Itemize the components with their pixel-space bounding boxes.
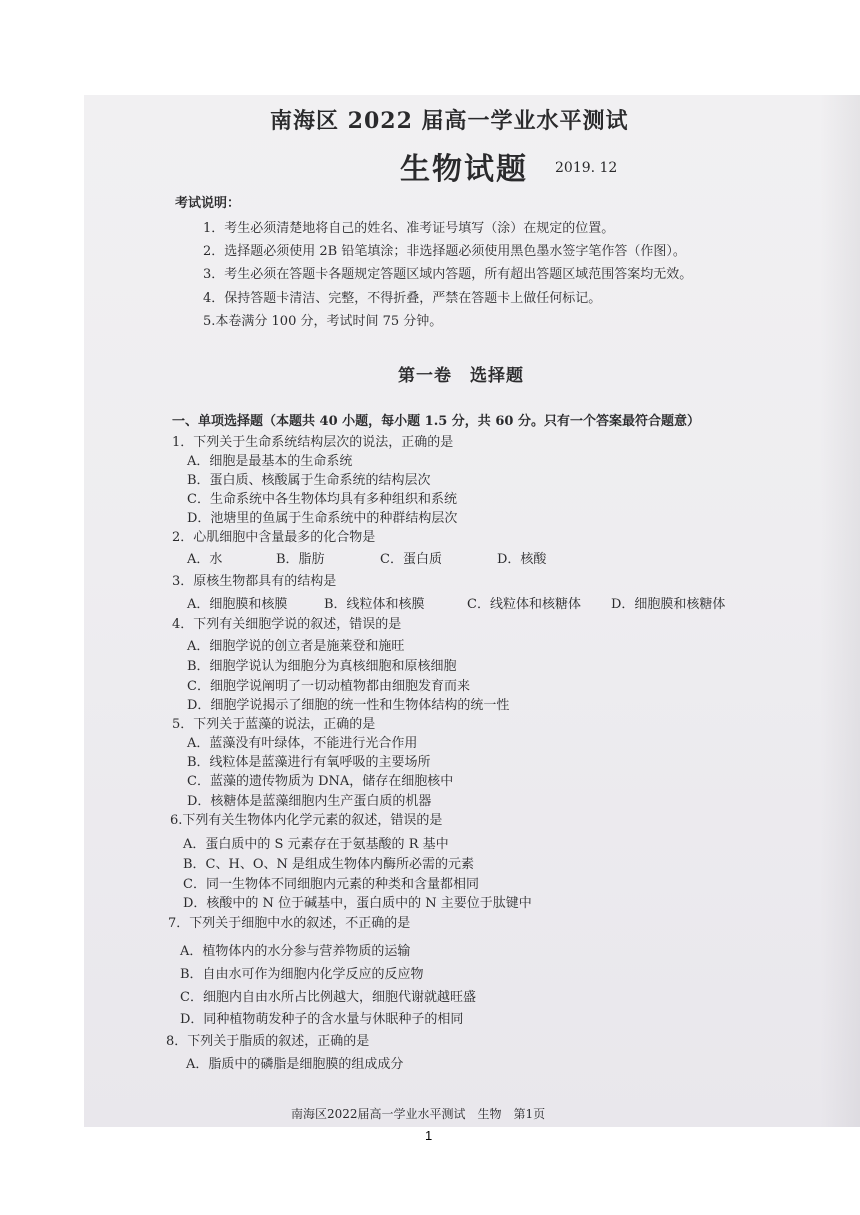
question-stem: 7．下列关于细胞中水的叙述，不正确的是 xyxy=(168,916,411,931)
option: A．细胞学说的创立者是施莱登和施旺 xyxy=(187,639,405,654)
instruction-item: 4．保持答题卡清洁、完整，不得折叠，严禁在答题卡上做任何标记。 xyxy=(203,291,602,306)
instruction-item: 5.本卷满分 100 分，考试时间 75 分钟。 xyxy=(203,314,443,329)
option: A．蛋白质中的 S 元素存在于氨基酸的 R 基中 xyxy=(183,837,449,852)
option: D．核糖体是蓝藻细胞内生产蛋白质的机器 xyxy=(187,794,432,809)
option: A．植物体内的水分参与营养物质的运输 xyxy=(180,944,411,959)
option: B．C、H、O、N 是组成生物体内酶所必需的元素 xyxy=(183,857,475,872)
instructions-heading: 考试说明： xyxy=(175,196,241,211)
page-footer: 南海区2022届高一学业水平测试 生物 第1页 xyxy=(291,1107,546,1121)
section-title: 第一卷 选择题 xyxy=(398,366,524,386)
option: B．脂肪 xyxy=(276,552,325,567)
instruction-item: 1．考生必须清楚地将自己的姓名、准考证号填写（涂）在规定的位置。 xyxy=(203,221,615,236)
question-stem: 1．下列关于生命系统结构层次的说法，正确的是 xyxy=(172,435,454,450)
page-shadow xyxy=(820,95,860,1127)
option: B．蛋白质、核酸属于生命系统的结构层次 xyxy=(187,473,431,488)
option: B．细胞学说认为细胞分为真核细胞和原核细胞 xyxy=(187,659,457,674)
option: B．线粒体是蓝藻进行有氧呼吸的主要场所 xyxy=(187,755,431,770)
option: C．细胞内自由水所占比例越大，细胞代谢就越旺盛 xyxy=(180,990,476,1005)
instruction-item: 2．选择题必须使用 2B 铅笔填涂；非选择题必须使用黑色墨水签字笔作答（作图）。 xyxy=(203,244,686,259)
option: A．细胞是最基本的生命系统 xyxy=(187,454,353,469)
option: D．细胞学说揭示了细胞的统一性和生物体结构的统一性 xyxy=(187,698,510,713)
option: B．线粒体和核膜 xyxy=(324,597,425,612)
question-stem: 3．原核生物都具有的结构是 xyxy=(172,574,337,589)
option: C．同一生物体不同细胞内元素的种类和含量都相同 xyxy=(183,877,479,892)
exam-date: 2019. 12 xyxy=(555,160,618,176)
option: C．蓝藻的遗传物质为 DNA，储存在细胞核中 xyxy=(187,774,454,789)
option: A．脂质中的磷脂是细胞膜的组成成分 xyxy=(186,1057,404,1072)
instruction-item: 3．考生必须在答题卡各题规定答题区域内答题，所有超出答题区域范围答案均无效。 xyxy=(203,267,693,282)
option: C．生命系统中各生物体均具有多种组织和系统 xyxy=(187,492,457,507)
option: D．池塘里的鱼属于生命系统中的种群结构层次 xyxy=(187,511,458,526)
subject-title: 生物试题 xyxy=(400,152,528,187)
option: A．蓝藻没有叶绿体，不能进行光合作用 xyxy=(187,736,418,751)
option: A．细胞膜和核膜 xyxy=(187,597,288,612)
question-stem: 6.下列有关生物体内化学元素的叙述，错误的是 xyxy=(170,813,443,828)
option: D．核酸中的 N 位于碱基中，蛋白质中的 N 主要位于肽键中 xyxy=(183,896,532,911)
option: D．同种植物萌发种子的含水量与休眠种子的相同 xyxy=(180,1012,464,1027)
question-stem: 2．心肌细胞中含量最多的化合物是 xyxy=(172,530,376,545)
page-number: 1 xyxy=(425,1128,433,1143)
option: C．细胞学说阐明了一切动植物都由细胞发育而来 xyxy=(187,679,470,694)
question-stem: 5．下列关于蓝藻的说法，正确的是 xyxy=(172,717,376,732)
option: D．核酸 xyxy=(497,552,547,567)
option: D．细胞膜和核糖体 xyxy=(611,597,726,612)
option: C．蛋白质 xyxy=(380,552,442,567)
exam-title: 南海区 2022 届高一学业水平测试 xyxy=(270,108,629,134)
part-heading: 一、单项选择题（本题共 40 小题，每小题 1.5 分，共 60 分。只有一个答案最符合题意） xyxy=(172,414,700,429)
option: B．自由水可作为细胞内化学反应的反应物 xyxy=(180,967,424,982)
option: A．水 xyxy=(187,552,223,567)
question-stem: 4．下列有关细胞学说的叙述，错误的是 xyxy=(172,617,402,632)
question-stem: 8．下列关于脂质的叙述，正确的是 xyxy=(166,1034,370,1049)
option: C．线粒体和核糖体 xyxy=(467,597,581,612)
